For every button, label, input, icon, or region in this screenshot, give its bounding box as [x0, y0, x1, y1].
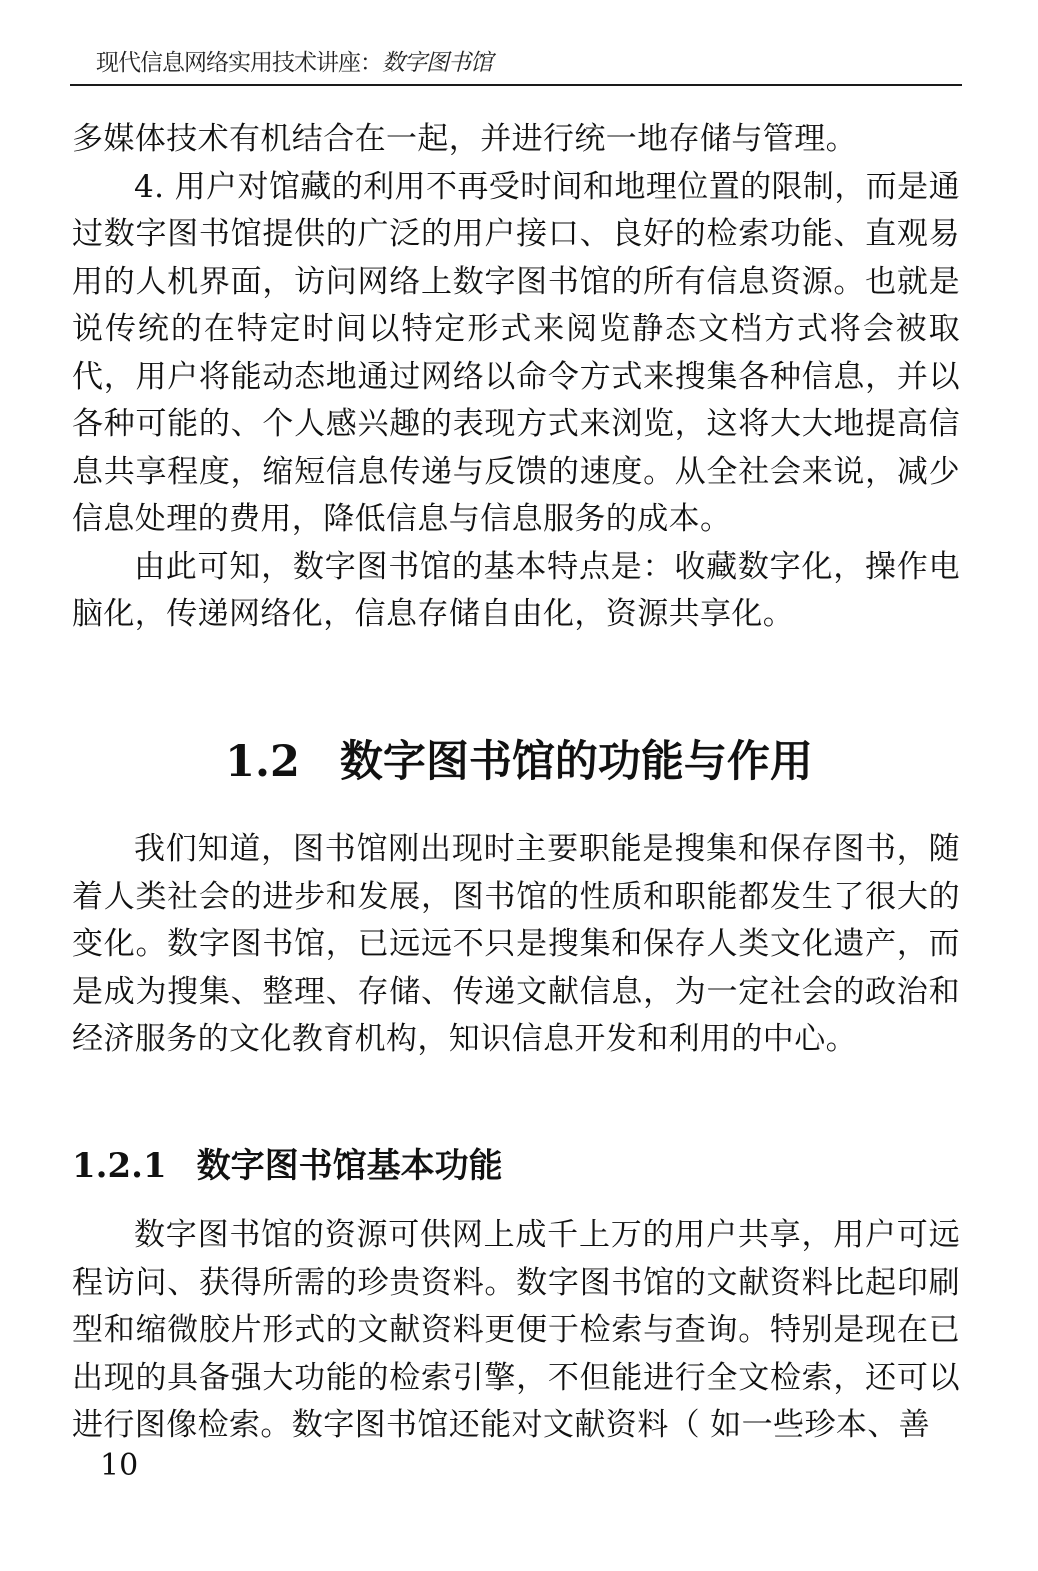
subsection-number: 1.2.1: [72, 1146, 167, 1186]
paragraph-continuation: 多媒体技术有机结合在一起，并进行统一地存储与管理。: [72, 121, 857, 157]
running-header: [96, 44, 492, 77]
text-block-section-1-2-1: [72, 1212, 960, 1450]
section-number: 1.2: [225, 737, 300, 787]
section-title: 数字图书馆的功能与作用: [339, 737, 813, 787]
book-title: 数字图书馆: [382, 50, 492, 76]
header-rule: [70, 84, 962, 86]
subsection-heading-1-2-1: [72, 1138, 503, 1187]
subsection-title: 数字图书馆基本功能: [196, 1146, 503, 1186]
paragraph-point-4: 4. 用户对馆藏的利用不再受时间和地理位置的限制，而是通过数字图书馆提供的广泛的用户接口、良好的检索功能、直观易用的人机界面，访问网络上数字图书馆的所有信息资源。也就是说传统的在特定时间以特定形式来阅览静态文档方式将会被取代，用户将能动态地通过网络以命令方式来搜集各种信息，并以各种可能的、个人感兴趣的表现方式来浏览，这将大大地提高信息共享程度，缩短信息传递与反馈的速度。从全社会来说，减少信息处理的费用，降低信息与信息服务的成本。: [72, 168, 960, 537]
text-block-intro: [72, 116, 960, 639]
section-heading-1-2: [0, 728, 1038, 789]
paragraph-summary: 由此可知，数字图书馆的基本特点是：收藏数字化，操作电脑化，传递网络化，信息存储自由化，资源共享化。: [72, 548, 960, 632]
paragraph-basic-functions: 数字图书馆的资源可供网上成千上万的用户共享，用户可远程访问、获得所需的珍贵资料。数字图书馆的文献资料比起印刷型和缩微胶片形式的文献资料更便于检索与查询。特别是现在已出现的具备强大功能的检索引擎，不但能进行全文检索，还可以进行图像检索。数字图书馆还能对文献资料（ 如一些珍本、善: [72, 1217, 960, 1443]
page-number: 10: [100, 1448, 139, 1483]
paragraph-functions: 我们知道，图书馆刚出现时主要职能是搜集和保存图书，随着人类社会的进步和发展，图书馆的性质和职能都发生了很大的变化。数字图书馆，已远远不只是搜集和保存人类文化遗产，而是成为搜集、整理、存储、传递文献信息，为一定社会的政治和经济服务的文化教育机构，知识信息开发和利用的中心。: [72, 831, 960, 1057]
text-block-section-1-2: [72, 826, 960, 1064]
series-title: 现代信息网络实用技术讲座：: [96, 50, 382, 76]
